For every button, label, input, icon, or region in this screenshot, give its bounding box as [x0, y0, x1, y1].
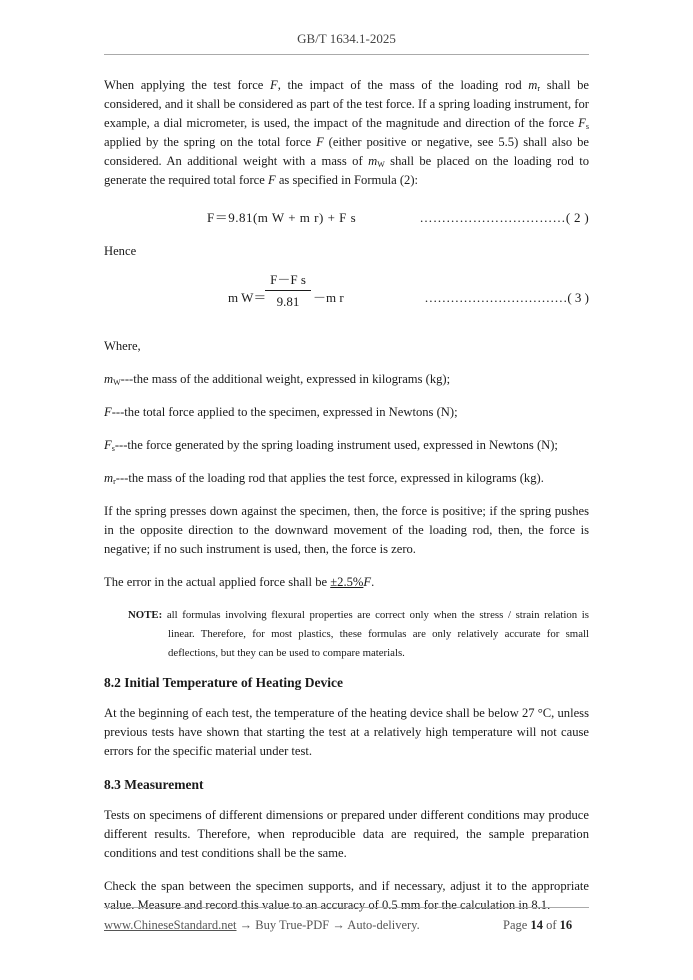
- definition-text: ---the mass of the additional weight, expressed in kilograms (kg);: [120, 372, 451, 386]
- symbol-F: F: [104, 405, 112, 419]
- formula-2: [104, 204, 589, 232]
- definition-F: [104, 403, 589, 422]
- definition-mr: [104, 469, 589, 488]
- definition-text: ---the force generated by the spring loading instrument used, expressed in Newtons (N);: [114, 438, 558, 452]
- symbol-F: F: [578, 116, 586, 130]
- formula-3-rhs: －m r: [313, 290, 344, 305]
- paragraph-8-2: At the beginning of each test, the temperature of the heating device shall be below 27 °C, unless previous tests have shown that starting the test at a relatively high temperature will not cause errors for the specific material under test.: [104, 706, 589, 758]
- symbol-F: F: [316, 135, 324, 149]
- formula-3-numerator: F－F s: [265, 271, 311, 291]
- page-current: 14: [530, 918, 543, 932]
- formula-3: [104, 271, 589, 323]
- where-text: Where,: [104, 339, 141, 353]
- subscript-s: s: [585, 122, 589, 131]
- text-run: shall be placed on the loading rod to generate the required total force: [104, 154, 589, 187]
- text-run: .: [371, 575, 375, 589]
- footer-website-link[interactable]: www.ChineseStandard.net: [104, 918, 237, 932]
- symbol-F: F: [267, 173, 276, 187]
- text-run: When applying the test force: [104, 78, 271, 92]
- definition-text: ---the total force applied to the specimen, expressed in Newtons (N);: [111, 405, 458, 419]
- page-total: 16: [559, 918, 573, 932]
- heading-8-2: 8.2 Initial Temperature of Heating Device: [104, 675, 343, 690]
- formula-2-number: ……………………………( 2 ): [419, 210, 589, 225]
- formula-3-denominator: 9.81: [276, 294, 300, 309]
- symbol-F: F: [363, 575, 372, 589]
- note-text: all formulas involving flexural properties are correct only when the stress / strain relation is linear. Therefore, for most plastics, these formulas are only relatively accurate for small deflections, but they can be used to compare materials.: [162, 609, 589, 659]
- subscript-r: r: [537, 84, 541, 93]
- paragraph-force-error: [104, 573, 589, 592]
- heading-8-3: 8.3 Measurement: [104, 777, 204, 792]
- hence-text: Hence: [104, 244, 137, 258]
- definition-text: ---the mass of the loading rod that applies the test force, expressed in kilograms (kg).: [115, 471, 544, 485]
- paragraph-test-force: [104, 76, 589, 190]
- symbol-m: m: [528, 78, 538, 92]
- page-label: Page: [503, 918, 528, 932]
- symbol-F: F: [104, 438, 112, 452]
- page-content: [104, 76, 589, 915]
- footer-promo-text: → Buy True-PDF → Auto-delivery.: [236, 918, 420, 932]
- text-run: as specified in Formula (2):: [275, 173, 419, 187]
- footer-divider: [104, 907, 589, 908]
- subscript-s: s: [111, 444, 115, 453]
- paragraph-8-3-b: Check the span between the specimen supports, and if necessary, adjust it to the appropriate value. Measure and record this value to an accuracy of 0.5 mm for the calculation in 8.1.: [104, 879, 589, 912]
- symbol-m: m: [104, 372, 114, 386]
- formula-2-expression: F＝9.81(m W + m r) + F s: [207, 210, 357, 225]
- subscript-W: W: [377, 160, 385, 169]
- document-id: GB/T 1634.1-2025: [297, 31, 396, 46]
- header-divider: [104, 54, 589, 55]
- formula-3-number: ……………………………( 3 ): [424, 290, 589, 305]
- definition-mw: [104, 370, 589, 389]
- tolerance-value: ±2.5%: [330, 575, 364, 589]
- symbol-m: m: [104, 471, 114, 485]
- footer-promo: [104, 918, 420, 933]
- symbol-m: m: [368, 154, 378, 168]
- definition-Fs: [104, 436, 589, 455]
- subscript-W: W: [113, 378, 121, 387]
- text-run: (either positive or negative, see 5.5) shall also be considered. An additional weight with a mass of: [104, 135, 589, 168]
- text-run: , the impact of the mass of the loading rod: [277, 78, 529, 92]
- paragraph-8-3-a: Tests on specimens of different dimensions or prepared under different conditions may produce different results. Therefore, when reproducible data are required, the sample preparation conditions and test conditions shall be the same.: [104, 808, 589, 860]
- page-number: [503, 918, 572, 933]
- page-of: of: [546, 918, 557, 932]
- note-flexural: [128, 606, 589, 663]
- text-run: applied by the spring on the total force: [104, 135, 317, 149]
- symbol-F: F: [270, 78, 278, 92]
- note-label: NOTE:: [128, 609, 163, 621]
- subscript-r: r: [113, 477, 116, 486]
- formula-3-fraction: [265, 271, 311, 310]
- paragraph-spring-direction: If the spring presses down against the specimen, then, the force is positive; if the spring pushes in the opposite direction to the downward movement of the loading rod, then, the force is negative; if no such instrument is used, then, the force is zero.: [104, 504, 589, 556]
- text-run: The error in the actual applied force shall be: [104, 575, 331, 589]
- text-run: shall be considered, and it shall be considered as part of the test force. If a spring loading instrument, for example, a dial micrometer, is used, the impact of the magnitude and direction of the force: [104, 78, 589, 130]
- formula-3-lhs: m W＝: [228, 290, 267, 305]
